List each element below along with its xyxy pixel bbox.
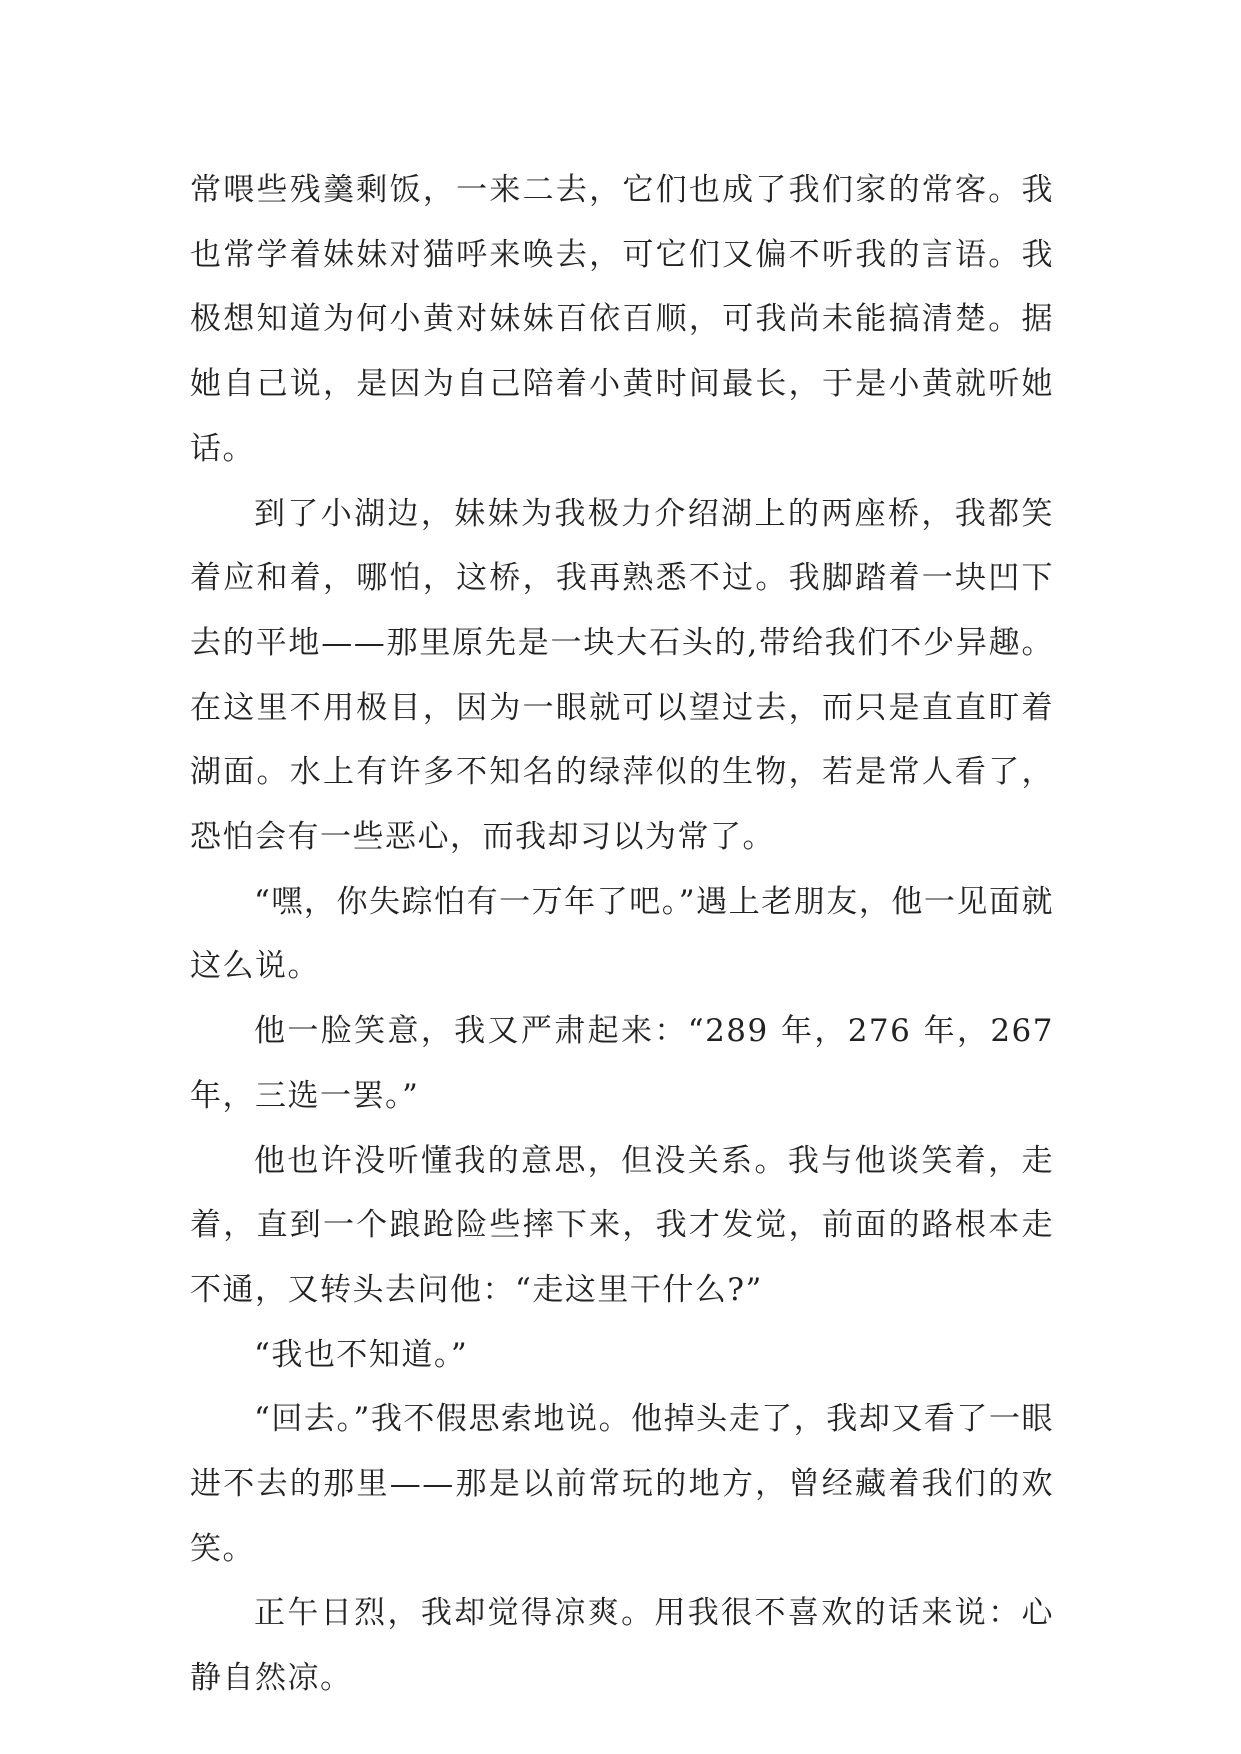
paragraph-5: 他也许没听懂我的意思，但没关系。我与他谈笑着，走着，直到一个踉跄险些摔下来，我才发觉，前面的路根本走不通，又转头去问他：“走这里干什么?” (190, 1142, 1054, 1308)
paragraph-3: “嘿，你失踪怕有一万年了吧。”遇上老朋友，他一见面就这么说。 (190, 883, 1054, 985)
body-text (190, 158, 1054, 1711)
paragraph-8: 正午日烈，我却觉得凉爽。用我很不喜欢的话来说：心静自然凉。 (190, 1595, 1054, 1697)
paragraph-7: “回去。”我不假思索地说。他掉头走了，我却又看了一眼进不去的那里——那是以前常玩的地方，曾经藏着我们的欢笑。 (190, 1401, 1054, 1567)
paragraph-2: 到了小湖边，妹妹为我极力介绍湖上的两座桥，我都笑着应和着，哪怕，这桥，我再熟悉不过。我脚踏着一块凹下去的平地——那里原先是一块大石头的,带给我们不少异趣。在这里不用极目，因为一眼就可以望过去，而只是直直盯着湖面。水上有许多不知名的绿萍似的生物，若是常人看了，恐怕会有一些恶心，而我却习以为常了。 (190, 495, 1054, 856)
paragraph-6: “我也不知道。” (254, 1336, 469, 1373)
paragraph-1: 常喂些残羹剩饭，一来二去，它们也成了我们家的常客。我也常学着妹妹对猫呼来唤去，可它们又偏不听我的言语。我极想知道为何小黄对妹妹百依百顺，可我尚未能搞清楚。据她自己说，是因为自己陪着小黄时间最长，于是小黄就听她话。 (190, 172, 1054, 467)
paragraph-4: 他一脸笑意，我又严肃起来：“289 年，276 年，267 年，三选一罢。” (190, 1013, 1054, 1114)
